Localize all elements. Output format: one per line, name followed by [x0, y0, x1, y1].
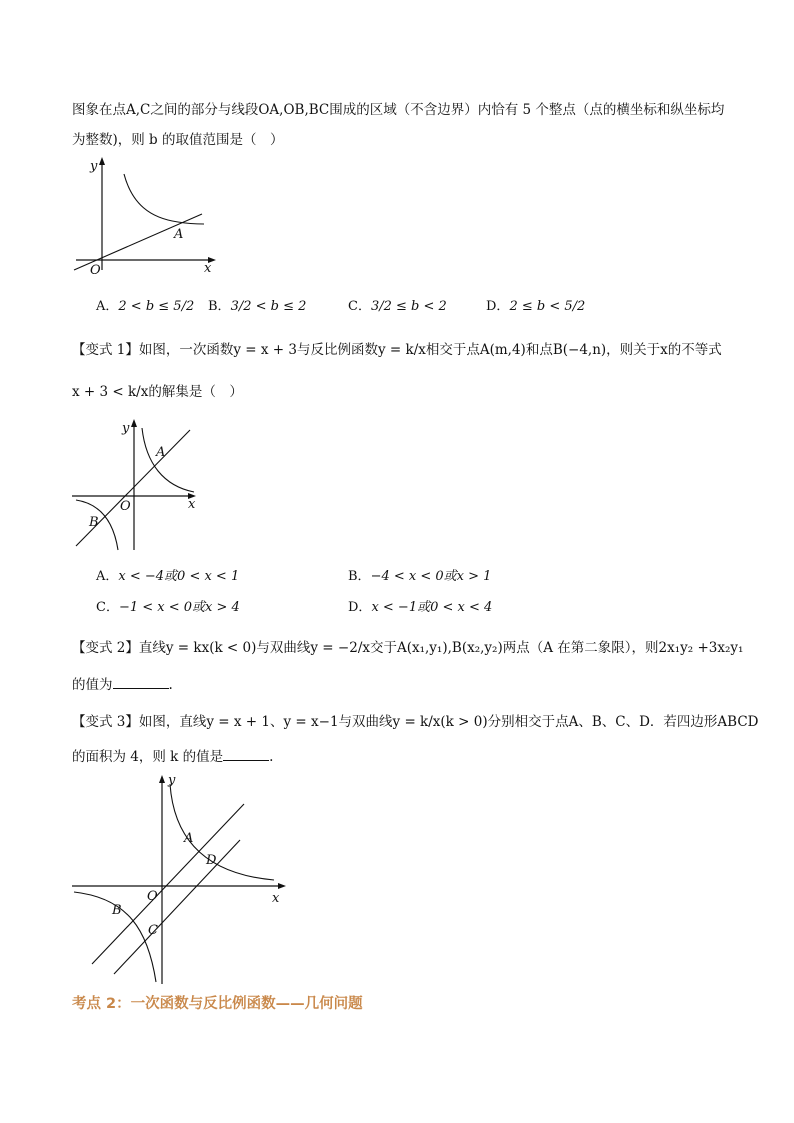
variant1-line2: x + 3 < k/x的解集是（ ） [72, 384, 243, 400]
point-c-label: C [148, 923, 158, 938]
option-text: 3/2 < b ≤ 2 [230, 299, 307, 314]
option-text: −4 < x < 0或x > 1 [370, 569, 492, 584]
problem1-option-b[interactable] [208, 297, 306, 317]
y-axis-arrow [131, 419, 137, 427]
point-a-label: A [156, 445, 166, 460]
origin-label: O [120, 499, 131, 514]
variant3-line2-text: 的面积为 4，则 k 的值是 [72, 749, 224, 765]
point-a-label: A [174, 227, 184, 242]
x-axis-label: x [272, 891, 280, 906]
point-d-label: D [206, 853, 217, 868]
point-a-label: A [184, 831, 194, 846]
variant3-line2 [72, 746, 273, 767]
variant1-line1: 【变式 1】如图，一次函数y = x + 3与反比例函数y = k/x相交于点A(m,4)和点B(−4,n)，则关于x的不等式 [72, 342, 722, 358]
problem1-option-c[interactable] [348, 297, 447, 317]
x-axis-arrow [278, 883, 286, 889]
option-letter: C． [96, 600, 119, 615]
variant2-line2-text: 的值为 [72, 677, 113, 693]
origin-label: O [90, 263, 101, 278]
variant1-option-d[interactable] [348, 598, 492, 618]
option-text: 2 < b ≤ 5/2 [118, 299, 195, 314]
variant1-figure [66, 414, 206, 554]
variant3-figure [66, 770, 296, 988]
variant3-line2-end: . [269, 749, 274, 765]
variant1-option-b[interactable] [348, 567, 491, 587]
variant3-line1: 【变式 3】如图，直线y = x + 1、y = x−1与双曲线y = k/x(k > 0)分别相交于点A、B、C、D．若四边形ABCD [72, 714, 759, 730]
line-y-equals-x-plus-1 [92, 804, 244, 964]
y-axis-label: y [90, 159, 98, 174]
variant2-line1: 【变式 2】直线y = kx(k < 0)与双曲线y = −2/x交于A(x₁,y₁),B(x₂,y₂)两点（A 在第二象限），则2x₁y₂ +3x₂y₁ [72, 640, 744, 656]
hyperbola-curve [124, 174, 204, 224]
option-letter: B． [348, 569, 371, 584]
point-b-label: B [89, 515, 99, 530]
option-text: x < −4或0 < x < 1 [118, 569, 240, 584]
x-axis-label: x [204, 261, 212, 276]
hyperbola-branch-1 [142, 428, 194, 492]
variant2-line2-end: . [168, 677, 173, 693]
option-text: 2 ≤ b < 5/2 [509, 299, 586, 314]
option-letter: C． [348, 299, 371, 314]
problem1-line1: 图象在点A,C之间的部分与线段OA,OB,BC围成的区域（不含边界）内恰有 5 个整点（点的横坐标和纵坐标均 [72, 102, 725, 118]
option-text: x < −1或0 < x < 4 [371, 600, 493, 615]
option-letter: A． [96, 299, 119, 314]
option-text: 3/2 ≤ b < 2 [370, 299, 447, 314]
problem1-figure [68, 152, 228, 280]
variant1-option-c[interactable] [96, 598, 240, 618]
point-b-label: B [112, 903, 122, 918]
option-letter: D． [348, 600, 372, 615]
x-axis-label: x [188, 497, 196, 512]
variant2-line2 [72, 674, 173, 695]
line-y-equals-x-minus-1 [114, 840, 240, 974]
option-letter: D． [486, 299, 510, 314]
option-letter: B． [208, 299, 231, 314]
y-axis-label: y [168, 773, 176, 788]
origin-label: O [147, 889, 158, 904]
answer-blank[interactable] [223, 746, 269, 761]
y-axis-label: y [122, 421, 130, 436]
option-text: −1 < x < 0或x > 4 [118, 600, 240, 615]
y-axis-arrow [99, 157, 105, 165]
problem1-option-d[interactable] [486, 297, 585, 317]
problem1-line2: 为整数)，则 b 的取值范围是（ ） [72, 132, 284, 148]
variant1-option-a[interactable] [96, 567, 239, 587]
y-axis-arrow [159, 775, 165, 783]
section-heading: 考点 2：一次函数与反比例函数——几何问题 [72, 996, 363, 1012]
option-letter: A． [96, 569, 119, 584]
problem1-option-a[interactable] [96, 297, 194, 317]
answer-blank[interactable] [113, 674, 169, 689]
